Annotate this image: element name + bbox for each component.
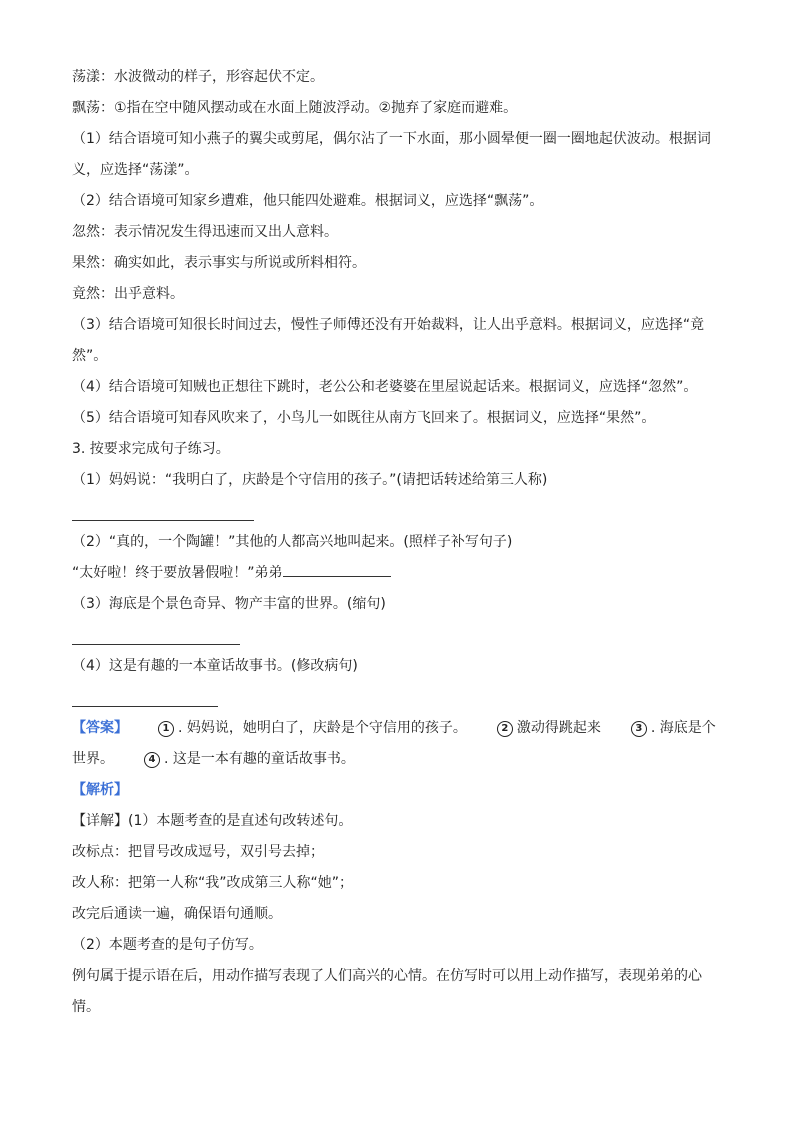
answer-part-2: 2 激动得跳起来 [497, 713, 601, 744]
circle-number-icon: 3 [631, 721, 647, 737]
circle-number-icon: 4 [144, 752, 160, 768]
question-3-2: （2）“真的，一个陶罐！”其他的人都高兴地叫起来。(照样子补写句子) [72, 534, 513, 550]
detail-6: 例句属于提示语在后，用动作描写表现了人们高兴的心情。在仿写时可以用上动作描写，表现弟弟的心 [72, 968, 702, 984]
answer-tag: 【答案】 [72, 720, 128, 736]
answer-blank-3[interactable] [72, 620, 724, 651]
explanation-5: （5）结合语境可知春风吹来了，小鸟儿一如既往从南方飞回来了。根据词义，应选择“果然”。 [72, 410, 656, 426]
definition-huran: 忽然：表示情况发生得迅速而又出人意料。 [72, 224, 338, 240]
analysis-tag: 【解析】 [72, 782, 128, 798]
explanation-3a: （3）结合语境可知很长时间过去，慢性子师傅还没有开始裁料，让人出乎意料。根据词义，应选择“竟 [72, 317, 705, 333]
definition-piaodang: 飘荡：①指在空中随风摆动或在水面上随波浮动。②抛弃了家庭而避难。 [72, 100, 518, 116]
answer-blank-4[interactable] [72, 682, 724, 713]
answer-blank-2[interactable] [283, 560, 391, 577]
answer-part-3: 3 . 海底是个 [631, 713, 716, 744]
document-page [72, 62, 724, 1023]
definition-guoran: 果然：确实如此，表示事实与所说或所料相符。 [72, 255, 366, 271]
question-3-4: （4）这是有趣的一本童话故事书。(修改病句) [72, 658, 358, 674]
definition-dangyang: 荡漾：水波微动的样子，形容起伏不定。 [72, 69, 324, 85]
answer-blank-1[interactable] [72, 496, 724, 527]
answer-part-1: 1 . 妈妈说，她明白了，庆龄是个守信用的孩子。 [158, 713, 467, 744]
question-3-2-example: “太好啦！终于要放暑假啦！”弟弟 [72, 558, 724, 589]
detail-3: 改人称：把第一人称“我”改成第三人称“她”； [72, 875, 354, 891]
definition-jingran: 竟然：出乎意料。 [72, 286, 184, 302]
answer-part-4: 4 . 这是一本有趣的童话故事书。 [144, 744, 355, 775]
explanation-3b: 然”。 [72, 348, 108, 364]
explanation-1b: 义，应选择“荡漾”。 [72, 162, 199, 178]
circle-number-icon: 1 [158, 721, 174, 737]
circle-number-icon: 2 [497, 721, 513, 737]
explanation-1a: （1）结合语境可知小燕子的翼尖或剪尾，偶尔沾了一下水面，那小圆晕便一圈一圈地起伏波动。根据词 [72, 131, 711, 147]
answer-line-2: 世界。 4 . 这是一本有趣的童话故事书。 [72, 744, 724, 775]
question-3-heading: 3. 按要求完成句子练习。 [72, 441, 230, 457]
detail-5: （2）本题考查的是句子仿写。 [72, 937, 263, 953]
detail-2: 改标点：把冒号改成逗号，双引号去掉； [72, 844, 324, 860]
answer-line [72, 713, 724, 744]
question-3-1: （1）妈妈说：“我明白了，庆龄是个守信用的孩子。”(请把话转述给第三人称) [72, 472, 548, 488]
question-3-3: （3）海底是个景色奇异、物产丰富的世界。(缩句) [72, 596, 386, 612]
detail-1: 【详解】(1）本题考查的是直述句改转述句。 [72, 813, 353, 829]
detail-7: 情。 [72, 999, 100, 1015]
explanation-4: （4）结合语境可知贼也正想往下跳时，老公公和老婆婆在里屋说起话来。根据词义，应选择“忽然”。 [72, 379, 698, 395]
explanation-2: （2）结合语境可知家乡遭难，他只能四处避难。根据词义，应选择“飘荡”。 [72, 193, 544, 209]
detail-4: 改完后通读一遍，确保语句通顺。 [72, 906, 282, 922]
